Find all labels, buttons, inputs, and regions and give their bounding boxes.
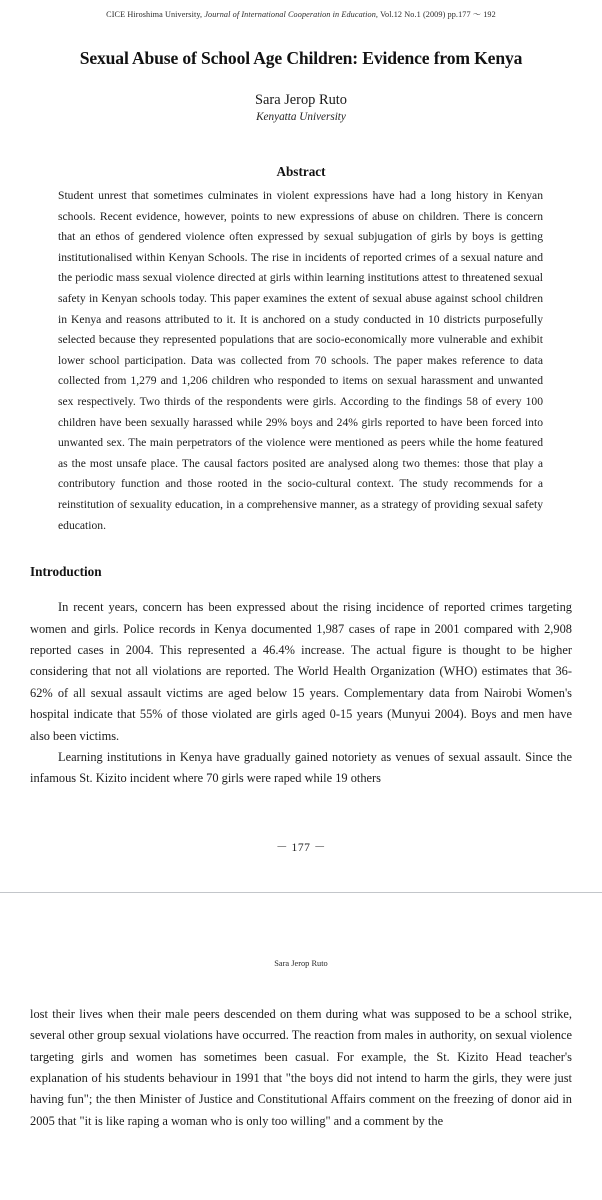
journal-name: Journal of International Cooperation in Education	[204, 10, 376, 19]
abstract-heading: Abstract	[276, 164, 326, 179]
section-heading-introduction: Introduction	[30, 564, 102, 580]
page-separator	[0, 892, 602, 893]
page-two-body	[30, 1004, 572, 1132]
journal-header-prefix: CICE Hiroshima University,	[106, 10, 203, 19]
page-number: － 177 －	[276, 840, 326, 854]
author-block	[0, 91, 602, 125]
running-head: Sara Jerop Ruto	[274, 958, 328, 968]
introduction-body	[30, 597, 572, 790]
page-two-paragraph-continued: lost their lives when their male peers descended on them during what was supposed to be a school strike, several other group sexual violations have occurred. The reaction from males in authority, on sexual violence targeting girls and women has sometimes been casual. For example, the St. Kizito Head teacher's explanation of his students behaviour in 1991 that "the boys did not intend to harm the girls, they were just having fun"; the then Minister of Justice and Constitutional Affairs comment on the freezing of donor aid in 2005 that "it is like raping a woman who is only too willing" and a comment by the	[30, 1006, 572, 1128]
abstract-body: Student unrest that sometimes culminates in violent expressions have had a long history in Kenyan schools. Recent evidence, however, points to new expressions of abuse on children. There is concern that an ethos of gendered violence often expressed by sexual subjugation of girls by boys is getting institutionalised within Kenyan Schools. The rise in incidents of reported crimes of a sexual nature and the periodic mass sexual violence directed at girls within learning institutions attest to threatened sexual safety in Kenyan schools today. This paper examines the extent of sexual abuse against school children in Kenya and reasons attributed to it. It is anchored on a study conducted in 10 districts purposefully selected because they represented populations that are socio-economically more vulnerable and exhibit lower school participation. Data was collected from 70 schools. The paper makes reference to data collected from 1,279 and 1,206 children who responded to items on sexual harassment and unwanted sex respectively. Two thirds of the respondents were girls. According to the findings 58 of every 100 children have been sexually harassed while 29% boys and 24% girls reported to have been forced into unwanted sex. The main perpetrators of the violence were mentioned as peers while the home featured as the most unsafe place. The causal factors posited are analysed along two themes: those that play a contributory function and those rooted in the socio-cultural context. The study recommends for a reinstitution of sexuality education, in a comprehensive manner, as a strategy of providing sexual safety education.	[58, 189, 543, 532]
paper-page-two	[0, 958, 602, 1132]
abstract-section	[0, 163, 602, 536]
author-affiliation: Kenyatta University	[256, 111, 346, 123]
introduction-paragraph-2: Learning institutions in Kenya have gradually gained notoriety as venues of sexual assault. Since the infamous St. Kizito incident where 70 girls were raped while 19 others	[30, 749, 572, 786]
journal-citation-header	[0, 0, 602, 21]
author-name: Sara Jerop Ruto	[255, 92, 347, 108]
journal-header-suffix: , Vol.12 No.1 (2009) pp.177 ～ 192	[375, 10, 496, 19]
introduction-paragraph-1: In recent years, concern has been expressed about the rising incidence of reported crimes targeting women and girls. Police records in Kenya documented 1,987 cases of rape in 2001 compared with 2,908 reported cases in 2004. This represented a 46.4% increase. The actual figure is thought to be higher considering that not all violations are reported. The World Health Organization (WHO) estimates that 36-62% of all sexual assault victims are aged below 15 years. Complementary data from Nairobi Women's hospital indicate that 55% of those violated are girls aged 0-15 years (Munyui 2004). Boys and men have also been victims.	[30, 600, 572, 743]
page-title: Sexual Abuse of School Age Children: Evidence from Kenya	[79, 48, 523, 68]
